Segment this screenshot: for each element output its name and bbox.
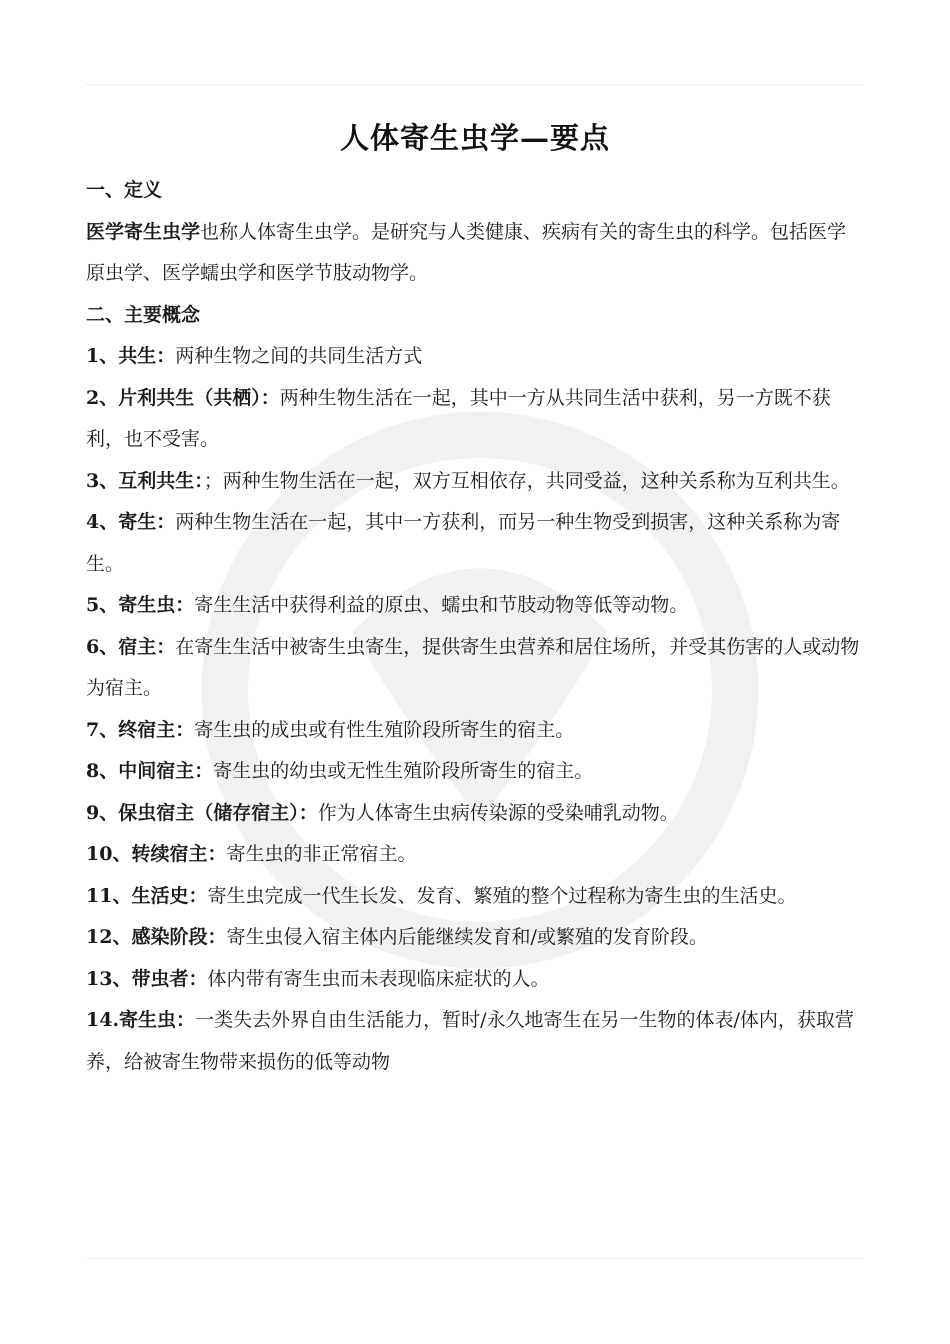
concept-term: 12、感染阶段： [86, 926, 227, 948]
concept-term: 10、转续宿主： [86, 843, 227, 865]
concept-term: 1、共生： [86, 345, 176, 367]
concept-item [86, 834, 864, 876]
concept-item [86, 959, 864, 1001]
concept-item [86, 917, 864, 959]
definition-term: 医学寄生虫学 [86, 220, 201, 243]
concept-item [86, 876, 864, 918]
concept-text: 寄生虫完成一代生长发、发育、繁殖的整个过程称为寄生虫的生活史。 [207, 884, 797, 907]
concept-item [86, 710, 864, 752]
concept-text: 寄生虫的幼虫或无性生殖阶段所寄生的宿主。 [213, 760, 594, 782]
concept-text: 寄生虫的成虫或有性生殖阶段所寄生的宿主。 [194, 718, 575, 741]
concept-item [86, 793, 864, 835]
section-heading-concepts: 二、主要概念 [86, 303, 201, 326]
concept-term: 7、终宿主： [86, 718, 195, 741]
concept-term: 4、寄生： [86, 511, 176, 533]
footer-rule [86, 1258, 864, 1259]
concept-term: 14.寄生虫： [86, 1009, 196, 1031]
concept-term: 3、互利共生： [86, 469, 204, 492]
concept-text: 两种生物生活在一起，其中一方获利，而另一种生物受到损害，这种关系称为寄生。 [86, 511, 841, 575]
concept-item [86, 336, 864, 378]
concept-term: 8、中间宿主： [86, 760, 214, 782]
concept-text: 寄生虫的非正常宿主。 [226, 843, 417, 865]
concept-term: 13、带虫者： [86, 967, 208, 990]
concept-text: 作为人体寄生虫病传染源的受染哺乳动物。 [317, 801, 679, 824]
concept-item [86, 627, 864, 710]
concept-item [86, 378, 864, 461]
concept-item [86, 585, 864, 627]
page-title: 人体寄生虫学—要点 [339, 121, 610, 155]
concept-item [86, 751, 864, 793]
definition-paragraph [86, 212, 864, 295]
concept-text: 寄生生活中获得利益的原虫、蠕虫和节肢动物等低等动物。 [194, 594, 689, 616]
concept-text: 一类失去外界自由生活能力，暂时/永久地寄生在另一生物的体表/体内，获取营养，给被寄生物带来损伤的低等动物 [86, 1009, 854, 1073]
concept-text: 体内带有寄生虫而未表现临床症状的人。 [207, 967, 550, 990]
section-heading-definition: 一、定义 [86, 179, 163, 201]
concept-text: 两种生物生活在一起，其中一方从共同生活中获利，另一方既不获利，也不受害。 [86, 386, 831, 450]
concept-item [86, 1000, 864, 1083]
concept-item [86, 502, 864, 585]
definition-text: 也称人体寄生虫学。是研究与人类健康、疾病有关的寄生虫的科学。包括医学原虫学、医学蠕虫学和医学节肢动物学。 [86, 220, 847, 284]
concept-term: 2、片利共生（共栖）： [86, 386, 280, 409]
header-rule [86, 84, 864, 85]
concept-text: 在寄生生活中被寄生虫寄生，提供寄生虫营养和居住场所，并受其伤害的人或动物为宿主。 [86, 635, 860, 699]
concept-text: 两种生物之间的共同生活方式 [175, 345, 423, 367]
concept-term: 9、保虫宿主（储存宿主）： [86, 801, 318, 824]
document-body [86, 170, 864, 1083]
concept-term: 5、寄生虫： [86, 594, 195, 616]
concept-term: 11、生活史： [86, 884, 208, 907]
concept-text: 寄生虫侵入宿主体内后能继续发育和/或繁殖的发育阶段。 [226, 926, 708, 948]
concept-item [86, 461, 864, 503]
concept-term: 6、宿主： [86, 635, 176, 658]
concept-text: ；两种生物生活在一起，双方互相依存，共同受益，这种关系称为互利共生。 [203, 469, 850, 492]
